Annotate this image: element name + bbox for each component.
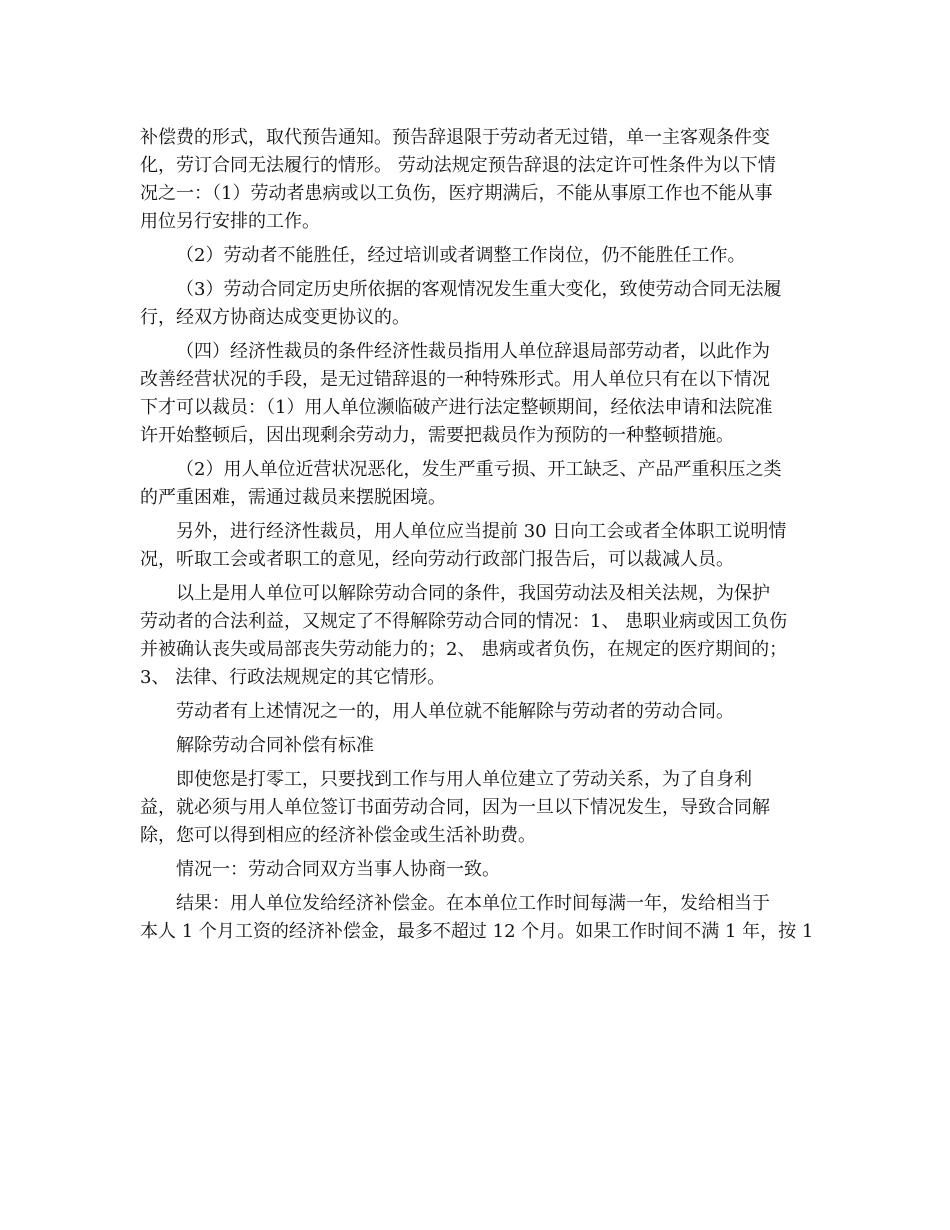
text-line: 行，经双方协商达成变更协议的。 (140, 307, 410, 328)
paragraph (140, 338, 810, 450)
text-line: 下才可以裁员：（1）用人单位濒临破产进行法定整顿期间，经依法申请和法院准 (140, 397, 773, 418)
text-line: 另外，进行经济性裁员，用人单位应当提前 30 日向工会或者全体职工说明情 (176, 521, 787, 542)
paragraph (140, 890, 814, 946)
text-line: 情况一：劳动合同双方当事人协商一致。 (176, 859, 500, 880)
paragraph (140, 242, 810, 270)
text-line: 用位另行安排的工作。 (140, 211, 320, 232)
text-line: 劳动者有上述情况之一的，用人单位就不能解除与劳动者的劳动合同。 (176, 701, 734, 722)
text-line: 改善经营状况的手段，是无过错辞退的一种特殊形式。用人单位只有在以下情况 (140, 369, 770, 390)
paragraph (140, 124, 810, 236)
text-line: 许开始整顿后，因出现剩余劳动力，需要把裁员作为预防的一种整顿措施。 (140, 425, 734, 446)
paragraph (140, 580, 810, 692)
text-line: 3、 法律、行政法规规定的其它情形。 (140, 667, 446, 688)
text-line: （3）劳动合同定历史所依据的客观情况发生重大变化，致使劳动合同无法履 (176, 279, 782, 300)
text-line: 化，劳订合同无法履行的情形。 劳动法规定预告辞退的法定许可性条件为以下情 (140, 155, 776, 176)
paragraph (140, 732, 810, 760)
paragraph (140, 698, 810, 726)
paragraph (140, 518, 810, 574)
paragraph (140, 276, 810, 332)
text-line: 解除劳动合同补偿有标准 (176, 735, 374, 756)
text-line: 的严重困难，需通过裁员来摆脱困境。 (140, 487, 446, 508)
text-line: 劳动者的合法利益，又规定了不得解除劳动合同的情况：1、 患职业病或因工负伤 (140, 611, 788, 632)
text-line: （2）用人单位近营状况恶化，发生严重亏损、开工缺乏、产品严重积压之类 (176, 459, 782, 480)
text-line: 结果：用人单位发给经济补偿金。在本单位工作时间每满一年，发给相当于 (176, 893, 770, 914)
text-line: 益，就必须与用人单位签订书面劳动合同，因为一旦以下情况发生，导致合同解 (140, 797, 770, 818)
text-line: 除，您可以得到相应的经济补偿金或生活补助费。 (140, 825, 536, 846)
text-line: 本人 1 个月工资的经济补偿金，最多不超过 12 个月。如果工作时间不满 1 年，按 1 (140, 921, 814, 942)
text-line: 以上是用人单位可以解除劳动合同的条件，我国劳动法及相关法规，为保护 (176, 583, 770, 604)
paragraph (140, 856, 810, 884)
document-body (140, 124, 814, 952)
text-line: 况，听取工会或者职工的意见，经向劳动行政部门报告后，可以裁减人员。 (140, 549, 734, 570)
text-line: 并被确认丧失或局部丧失劳动能力的；2、 患病或者负伤，在规定的医疗期间的； (140, 639, 788, 660)
text-line: （四）经济性裁员的条件经济性裁员指用人单位辞退局部劳动者，以此作为 (176, 341, 770, 362)
text-line: （2）劳动者不能胜任，经过培训或者调整工作岗位，仍不能胜任工作。 (176, 245, 746, 266)
text-line: 补偿费的形式，取代预告通知。预告辞退限于劳动者无过错，单一主客观条件变 (140, 127, 770, 148)
paragraph (140, 456, 810, 512)
text-line: 即使您是打零工，只要找到工作与用人单位建立了劳动关系，为了自身利 (176, 769, 752, 790)
paragraph (140, 766, 810, 850)
text-line: 况之一：（1）劳动者患病或以工负伤，医疗期满后，不能从事原工作也不能从事 (140, 183, 773, 204)
